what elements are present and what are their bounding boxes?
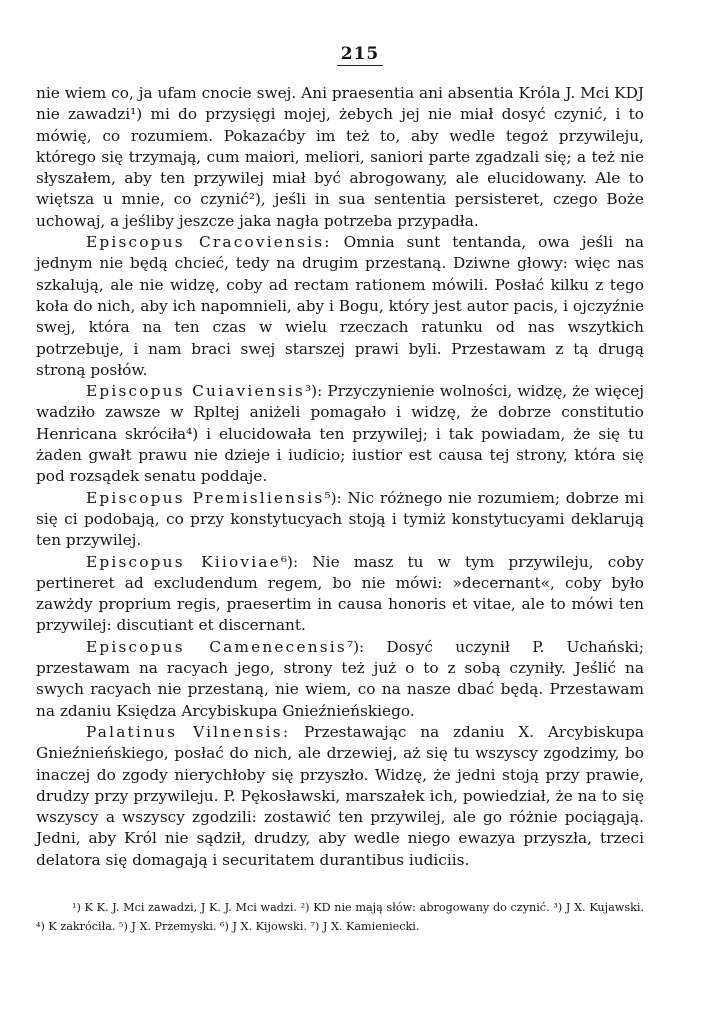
paragraph-7-text: Przestawając na zdaniu X. Arcybiskupa Gnieźnieńskiego, posłać do nich, ale drzewiej, aż się tu wszyscy zgodzimy, bo inaczej do zgody nierychłoby się przyszło. Widzę, że jedni stoją przy prawie, drudzy przy przywileju. P. Pękosławski, marszałek ich, powiedział, że na to się wszyscy a wszyscy zgodzili: zostawić ten przywilej, ale go różnie pociągają. Jedni, aby Król nie sądził, drudzy, aby wedle niego ewazya przyszła, trzeci delatora się domagają i securitatem durantibus iudiciis. — [36, 722, 645, 869]
speaker-label: Episcopus Cracoviensis: — [86, 233, 332, 252]
paragraph-6-text: ⁷): Dosyć uczynił P. Uchański; przestawam na racyach jego, strony też już o to z sobą czyniły. Jeślić na swych racyach nie przestaną, nie wiem, co na nasze dbać będą. Przestawam na zdaniu Księdza Arcybiskupa Gnieźnieńskiego. — [36, 637, 644, 720]
speaker-label: Episcopus Camenecensis — [86, 637, 347, 656]
paragraph-3 — [36, 381, 644, 487]
paragraph-1 — [36, 83, 644, 232]
speaker-label: Palatinus Vilnensis: — [86, 722, 291, 741]
paragraph-5-text: ⁶): Nie masz tu w tym przywileju, coby pertineret ad excludendum regem, bo nie mówi: »decernant«, coby było zawżdy proprium regis, praesertim in causa honoris et vitae, ale to mówi ten przywilej: discutiant et discernant. — [36, 552, 644, 635]
paragraph-2 — [36, 232, 644, 381]
paragraph-3-text: ³): Przyczynienie wolności, widzę, że więcej wadziło zawsze w Rpltej aniżeli pomagało i widzę, że dobrze constitutio Henricana skróciła⁴) i elucidowała ten przywilej; i tak powiadam, że się tu żaden gwałt prawu nie dzieje i iudicio; iustior est causa tej strony, która się pod rozsądek senatu poddaje. — [36, 382, 644, 486]
main-text — [36, 83, 644, 871]
paragraph-5 — [36, 552, 644, 637]
paragraph-2-text: Omnia sunt tentanda, owa jeśli na jednym nie będą chcieć, tedy na drugim przestaną. Dziwne głowy: więc nas szkalują, ale nie widzę, coby ad rectam rationem mówili. Posłać kilku z tego koła do nich, aby ich napomnieli, aby i Bogu, który jest autor pacis, i ojczyźnie swej, która na ten czas w wielu rzeczach ratunku od nas wszytkich potrzebuje, i nam braci swej starszej prawi byli. Przestawam z tą drugą stroną posłów. — [36, 233, 644, 379]
footnotes — [36, 898, 644, 936]
paragraph-1-text: nie wiem co, ja ufam cnocie swej. Ani praesentia ani absentia Króla J. Mci KDJ nie zawadzi¹) mi do przysięgi mojej, żebych jej nie miał dosyć czynić, i to mówię, co rozumiem. Pokazaćby im też to, aby wedle tegoż przywileju, którego się trzymają, cum maiori, meliori, saniori parte zgadzali się; a też nie słyszałem, aby ten przywilej miał być abrogowany, ale elucidowany. Ale to więtsza u mnie, co czynić²), jeśli in sua sententia persisteret, czego Boże uchowaj, a jeśliby jeszcze jaka nagła potrzeba przypadła. — [36, 84, 644, 230]
paragraph-7 — [36, 722, 644, 871]
footnote-block: ¹) K K. J. Mci zawadzi, J K. J. Mci wadzi. ²) KD nie mają słów: abrogowany do czynić. ³) J X. Kujawski. ⁴) K zakróciła. ⁵) J X. Przemyski. ⁶) J X. Kijowski. ⁷) J X. Kamieniecki. — [36, 901, 644, 933]
page-number — [0, 44, 720, 64]
speaker-label: Episcopus Premisliensis — [86, 488, 325, 507]
speaker-label: Episcopus Cuiaviensis — [86, 382, 305, 401]
paragraph-4 — [36, 488, 644, 552]
paragraph-6 — [36, 637, 644, 722]
page-number-text: 215 — [337, 44, 384, 66]
paragraph-4-text: ⁵): Nic różnego nie rozumiem; dobrze mi się ci podobają, co przy konstytucyach stoją i tymiż konstytucyami deklarują ten przywilej. — [36, 488, 644, 550]
speaker-label: Episcopus Kiioviae — [86, 552, 281, 571]
